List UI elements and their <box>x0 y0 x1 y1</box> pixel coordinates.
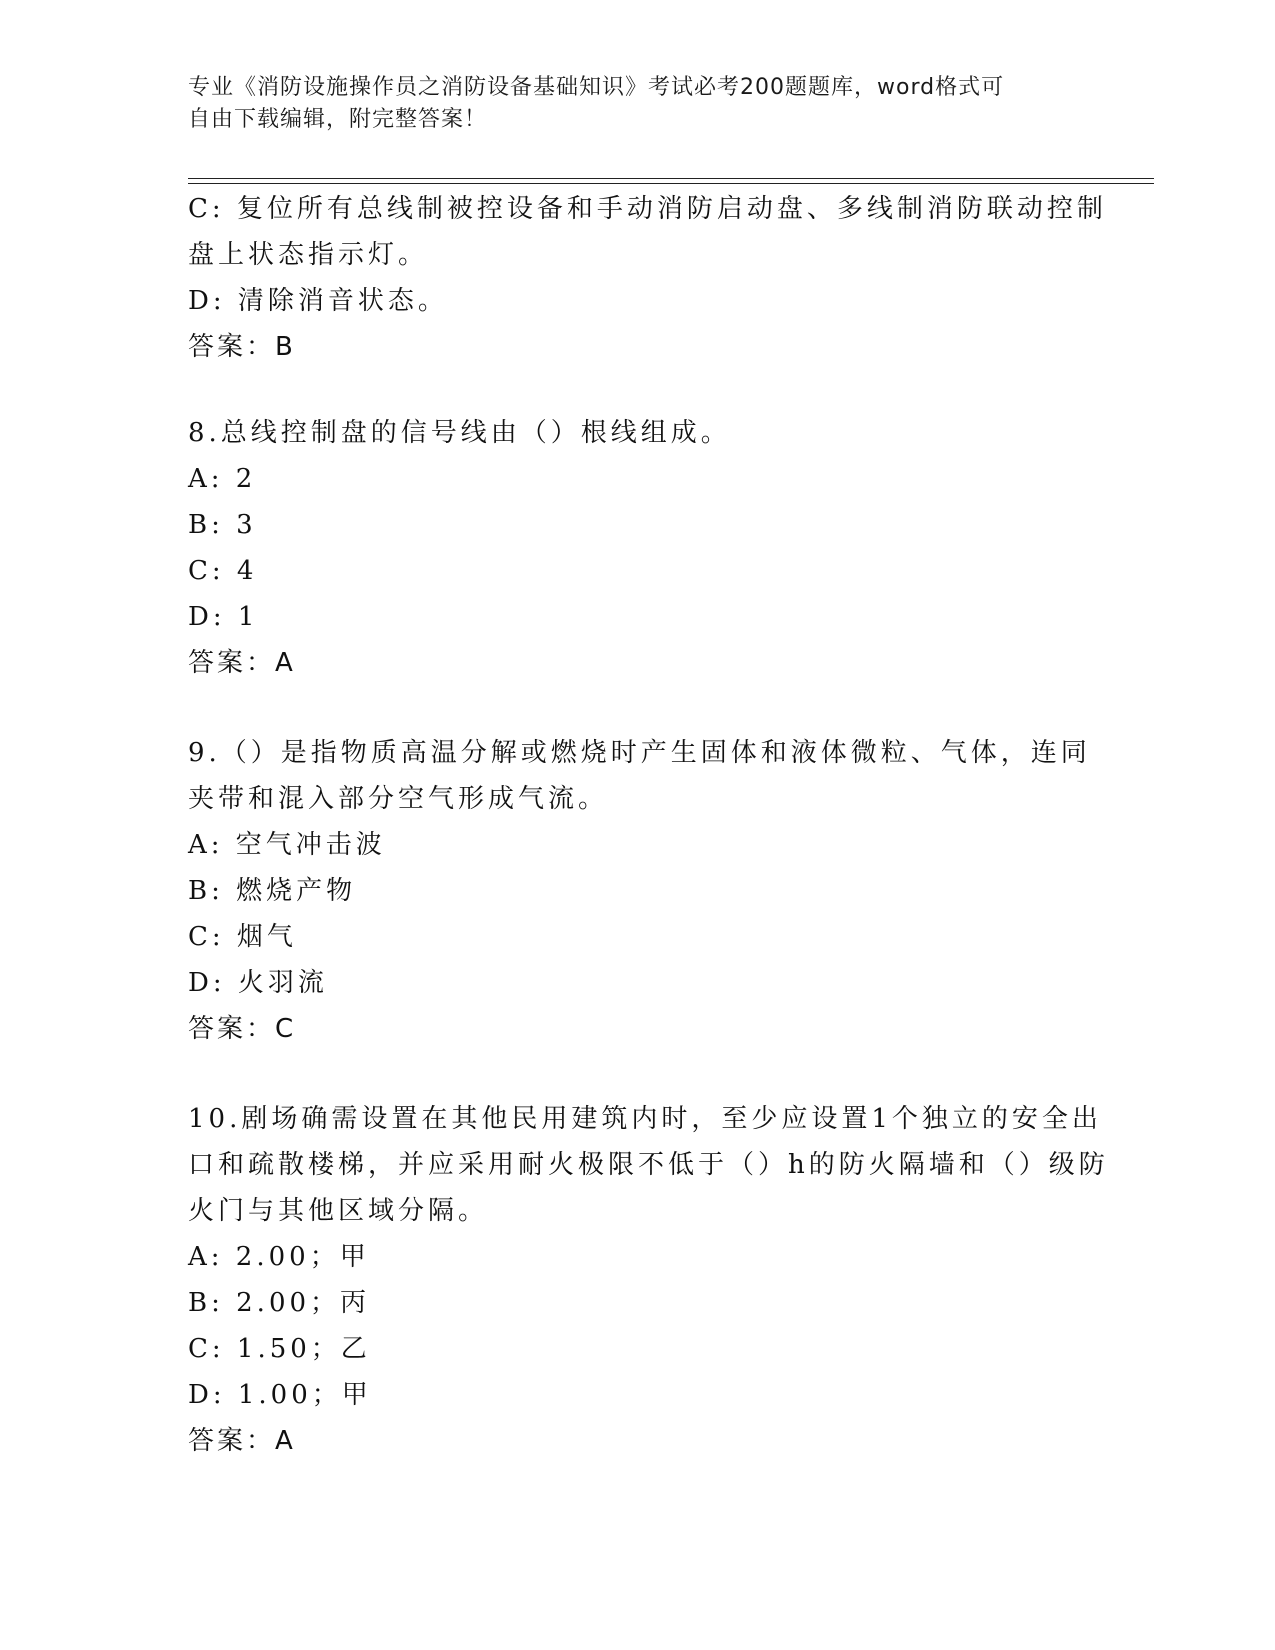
question-10-option-d: D: 1.00；甲 <box>188 1380 372 1410</box>
question-8-option-a: A: 2 <box>188 464 257 494</box>
answer-label: 答案： <box>188 1014 276 1044</box>
question-9-option-d: D: 火羽流 <box>188 968 328 998</box>
document-header <box>188 72 1088 136</box>
answer-label: 答案： <box>188 648 276 678</box>
answer-value: C <box>275 1014 295 1044</box>
question-10-stem-line-2: 口和疏散楼梯，并应采用耐火极限不低于（）h的防火隔墙和（）级防 <box>188 1150 1109 1180</box>
header-title-line-2: 自由下载编辑，附完整答案！ <box>188 107 488 132</box>
question-8-stem: 8.总线控制盘的信号线由（）根线组成。 <box>188 418 731 448</box>
question-8-option-b: B: 3 <box>188 510 257 540</box>
header-title-line-1: 专业《消防设施操作员之消防设备基础知识》考试必考200题题库，word格式可 <box>188 75 1005 100</box>
question-9-stem-line-2: 夹带和混入部分空气形成气流。 <box>188 784 609 814</box>
answer-label: 答案： <box>188 332 276 362</box>
question-10-option-c: C: 1.50；乙 <box>188 1334 371 1364</box>
answer-value: A <box>275 1426 294 1456</box>
option-c-line-2: 盘上状态指示灯。 <box>188 240 429 270</box>
question-8-answer <box>188 640 294 686</box>
answer-value: B <box>275 332 294 362</box>
header-divider-top <box>188 178 1154 179</box>
answer-label: 答案： <box>188 1426 276 1456</box>
question-9-option-b: B: 燃烧产物 <box>188 876 357 906</box>
option-d: D: 清除消音状态。 <box>188 286 448 316</box>
question-10-stem-line-1: 10.剧场确需设置在其他民用建筑内时，至少应设置1个独立的安全出 <box>188 1104 1102 1134</box>
answer-line <box>188 324 294 370</box>
answer-value: A <box>275 648 294 678</box>
question-9-answer <box>188 1006 294 1052</box>
question-8-option-c: C: 4 <box>188 556 258 586</box>
question-9-stem-line-1: 9.（）是指物质高温分解或燃烧时产生固体和液体微粒、气体，连同 <box>188 738 1091 768</box>
question-10-option-a: A: 2.00；甲 <box>188 1242 370 1272</box>
question-10-stem-line-3: 火门与其他区域分隔。 <box>188 1196 489 1226</box>
question-10-answer <box>188 1418 294 1464</box>
header-divider-bottom <box>188 183 1154 184</box>
question-8-option-d: D: 1 <box>188 602 259 632</box>
question-9-option-c: C: 烟气 <box>188 922 297 952</box>
question-9-option-a: A: 空气冲击波 <box>188 830 386 860</box>
option-c-line-1: C: 复位所有总线制被控设备和手动消防启动盘、多线制消防联动控制 <box>188 194 1107 224</box>
question-10-option-b: B: 2.00；丙 <box>188 1288 371 1318</box>
